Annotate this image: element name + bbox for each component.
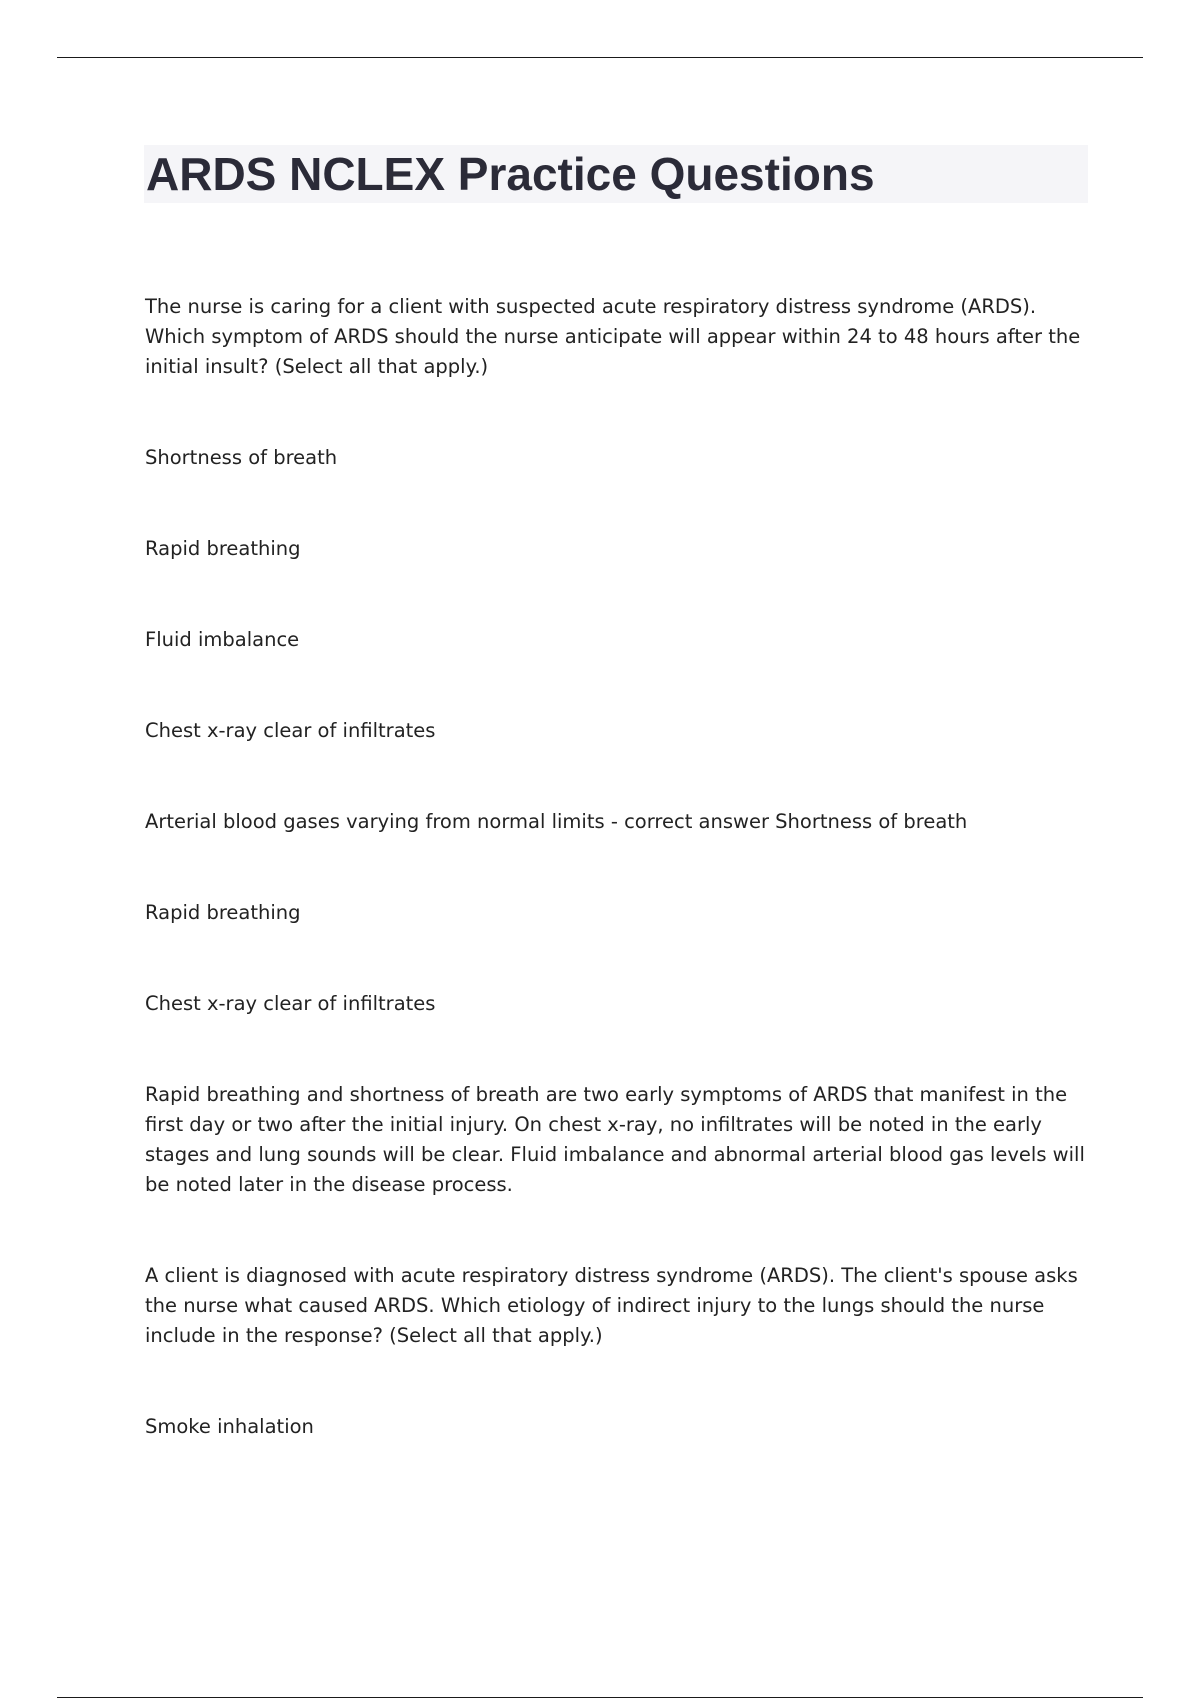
option-chest-xray-clear: Chest x-ray clear of infiltrates xyxy=(145,719,436,742)
option-smoke-inhalation: Smoke inhalation xyxy=(145,1415,314,1438)
question-1-stem: The nurse is caring for a client with suspected acute respiratory distress syndrome (ARDS). Which symptom of ARDS should the nurse anticipate will appear within 24 to 48 hours after the initial insult? (Select all that apply.) xyxy=(145,295,1081,378)
bottom-divider xyxy=(57,1697,1143,1698)
option-rapid-breathing: Rapid breathing xyxy=(145,537,301,560)
answer-chest-xray-clear: Chest x-ray clear of infiltrates xyxy=(145,992,436,1015)
answer-rapid-breathing: Rapid breathing xyxy=(145,901,301,924)
rationale: Rapid breathing and shortness of breath are two early symptoms of ARDS that manifest in the first day or two after the initial injury. On chest x-ray, no infiltrates will be noted in the early stages and lung sounds will be clear. Fluid imbalance and abnormal arterial blood gas levels will be noted later in the disease process. xyxy=(145,1083,1085,1196)
page-title: ARDS NCLEX Practice Questions xyxy=(146,148,875,200)
top-divider xyxy=(57,57,1143,58)
option-shortness-of-breath: Shortness of breath xyxy=(145,446,338,469)
option-abg-with-answer: Arterial blood gases varying from normal limits - correct answer Shortness of breath xyxy=(145,810,968,833)
option-fluid-imbalance: Fluid imbalance xyxy=(145,628,300,651)
document-body xyxy=(145,292,1085,1503)
question-2-stem: A client is diagnosed with acute respiratory distress syndrome (ARDS). The client's spouse asks the nurse what caused ARDS. Which etiology of indirect injury to the lungs should the nurse include in the response? (Select all that apply.) xyxy=(145,1264,1078,1347)
